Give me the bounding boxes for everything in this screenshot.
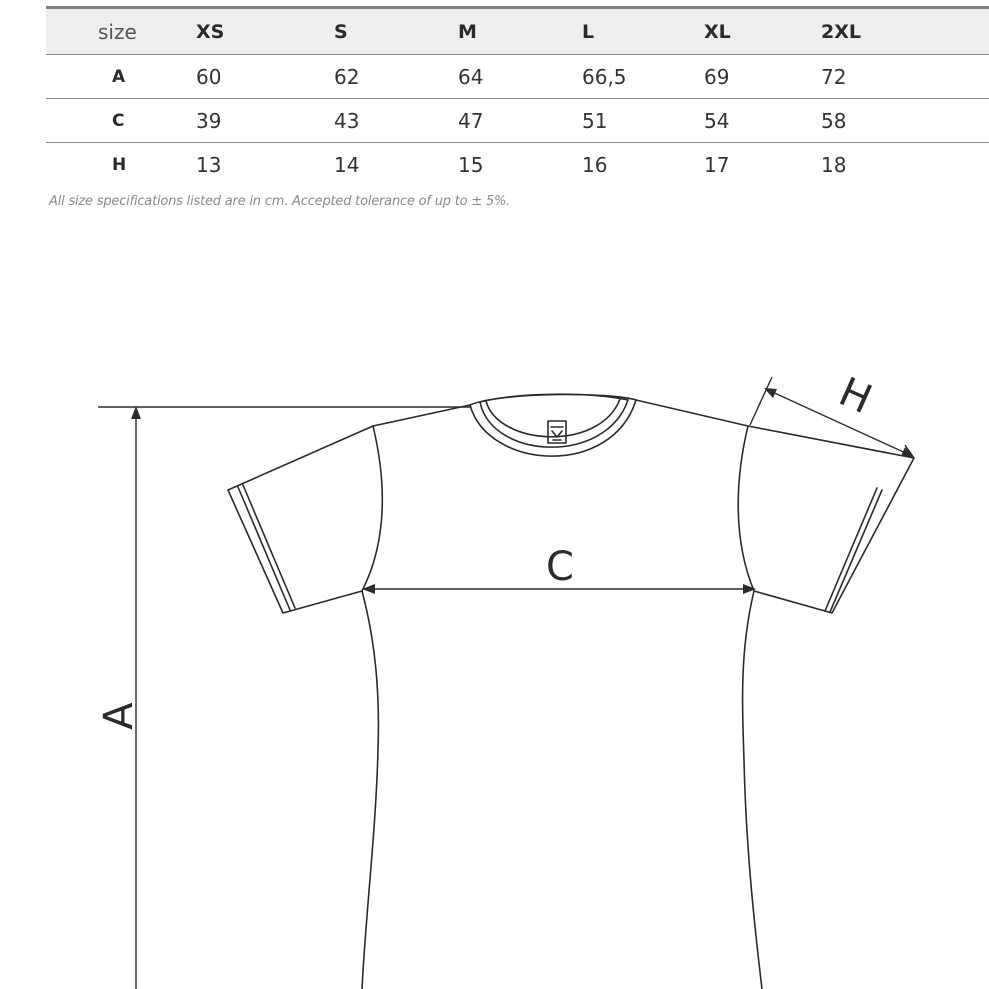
row-label-h: H xyxy=(112,154,127,175)
table-cell: 15 xyxy=(458,152,484,177)
table-cell: 17 xyxy=(704,152,730,177)
h-extension-top xyxy=(750,377,772,425)
table-cell: 64 xyxy=(458,64,484,89)
right-sleeve-hem-inner xyxy=(830,490,882,612)
table-cell: 13 xyxy=(196,152,222,177)
table-cell: 16 xyxy=(582,152,608,177)
table-cell: 72 xyxy=(821,64,847,89)
table-cell: 58 xyxy=(821,108,847,133)
h-dimension-label: H xyxy=(832,368,879,424)
table-cell: 14 xyxy=(334,152,360,177)
table-cell: 51 xyxy=(582,108,608,133)
left-armhole-seam xyxy=(362,426,382,591)
table-cell: 39 xyxy=(196,108,222,133)
size-header-xs: XS xyxy=(196,20,225,43)
table-cell: 18 xyxy=(821,152,847,177)
table-cell: 54 xyxy=(704,108,730,133)
size-header-s: S xyxy=(334,20,348,43)
row-label-a: A xyxy=(112,66,126,87)
a-arrow-head xyxy=(131,406,141,419)
left-sleeve-hem-inner xyxy=(243,485,295,608)
size-header-m: M xyxy=(458,20,477,43)
right-armhole-seam xyxy=(738,426,754,591)
c-dimension-label: C xyxy=(546,544,574,590)
size-header-2xl: 2XL xyxy=(821,20,861,43)
size-column-header: size xyxy=(98,19,137,44)
table-cell: 62 xyxy=(334,64,360,89)
size-header-xl: XL xyxy=(704,20,731,43)
table-cell: 69 xyxy=(704,64,730,89)
size-header-l: L xyxy=(582,20,595,43)
neck-label-mark xyxy=(551,427,563,440)
tshirt-outline xyxy=(228,395,914,989)
table-cell: 47 xyxy=(458,108,484,133)
h-arrow-top xyxy=(764,388,777,398)
table-cell: 66,5 xyxy=(582,64,627,89)
tolerance-note: All size specifications listed are in cm. Accepted tolerance of up to ± 5%. xyxy=(49,194,511,209)
right-sleeve-hem xyxy=(825,488,877,611)
table-cell: 60 xyxy=(196,64,222,89)
left-sleeve-hem xyxy=(238,487,290,610)
table-cell: 43 xyxy=(334,108,360,133)
row-label-c: C xyxy=(112,110,125,131)
a-dimension-label: A xyxy=(96,702,142,730)
